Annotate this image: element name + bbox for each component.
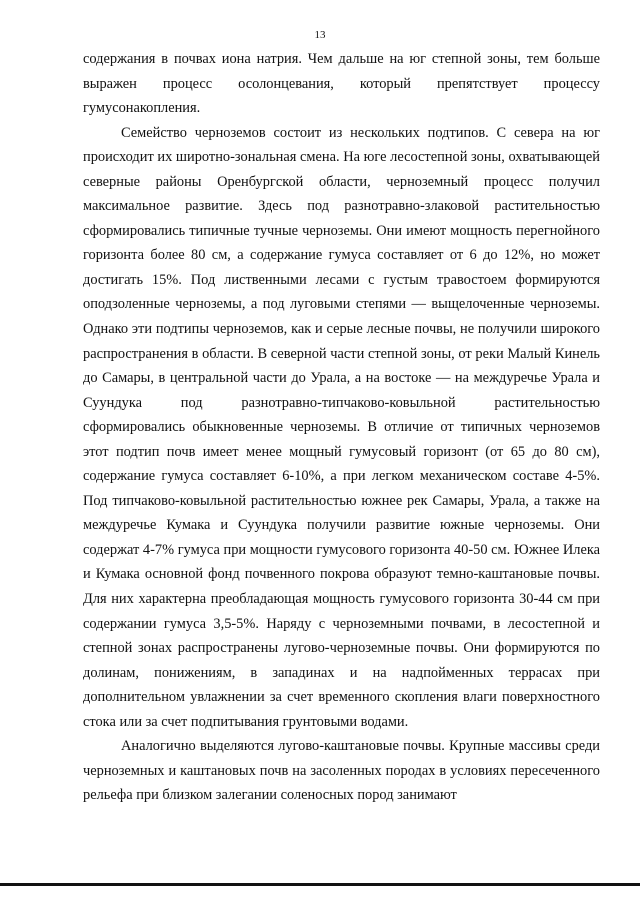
bottom-rule (0, 883, 640, 886)
paragraph-2: Семейство черноземов состоит из нескольких подтипов. С севера на юг происходит их широтно-зональная смена. На юге лесостепной зоны, охватывающей северные районы Оренбургской области, черноземный процесс получил максимальное развитие. Здесь под разнотравно-злаковой растительностью сформировались типичные тучные черноземы. Они имеют мощность перегнойного горизонта более 80 см, а содержание гумуса составляет от 6 до 12%, но может достигать 15%. Под лиственными лесами с густым травостоем формируются оподзоленные черноземы, а под луговыми степями — выщелоченные черноземы. Однако эти подтипы черноземов, как и серые лесные почвы, не получили широкого распространения в области. В северной части степной зоны, от реки Малый Кинель до Самары, в центральной части до Урала, а на востоке — на междуречье Урала и Суундука под разнотравно-типчаково-ковыльной растительностью сформировались обыкновенные черноземы. В отличие от типичных черноземов этот подтип почв имеет менее мощный гумусовый горизонт (от 65 до 80 см), содержание гумуса составляет 6-10%, а при легком механическом составе 4-5%. Под типчаково-ковыльной растительностью южнее рек Самары, Урала, а также на междуречье Кумака и Суундука получили развитие южные черноземы. Они содержат 4-7% гумуса при мощности гумусового горизонта 40-50 см. Южнее Илека и Кумака основной фонд почвенного покрова образуют темно-каштановые почвы. Для них характерна преобладающая мощность гумусового горизонта 30-44 см при содержании гумуса 3,5-5%. Наряду с черноземными почвами, в лесостепной и степной зонах распространены лугово-черноземные почвы. Они формируются по долинам, понижениям, в западинах и на надпойменных террасах при дополнительном увлажнении за счет временного скопления влаги поверхностного стока или за счет подпитывания грунтовыми водами. (83, 124, 600, 730)
paragraph-1: содержания в почвах иона натрия. Чем дальше на юг степной зоны, тем больше выражен процесс осолонцевания, который препятствует процессу гумусонакопления. (83, 51, 600, 117)
document-body (83, 47, 600, 808)
page-number: 13 (314, 29, 326, 41)
paragraph-3: Аналогично выделяются лугово-каштановые почвы. Крупные массивы среди черноземных и каштановых почв на засоленных породах в условиях пересеченного рельефа при близком залегании соленосных пород занимают (83, 738, 600, 804)
